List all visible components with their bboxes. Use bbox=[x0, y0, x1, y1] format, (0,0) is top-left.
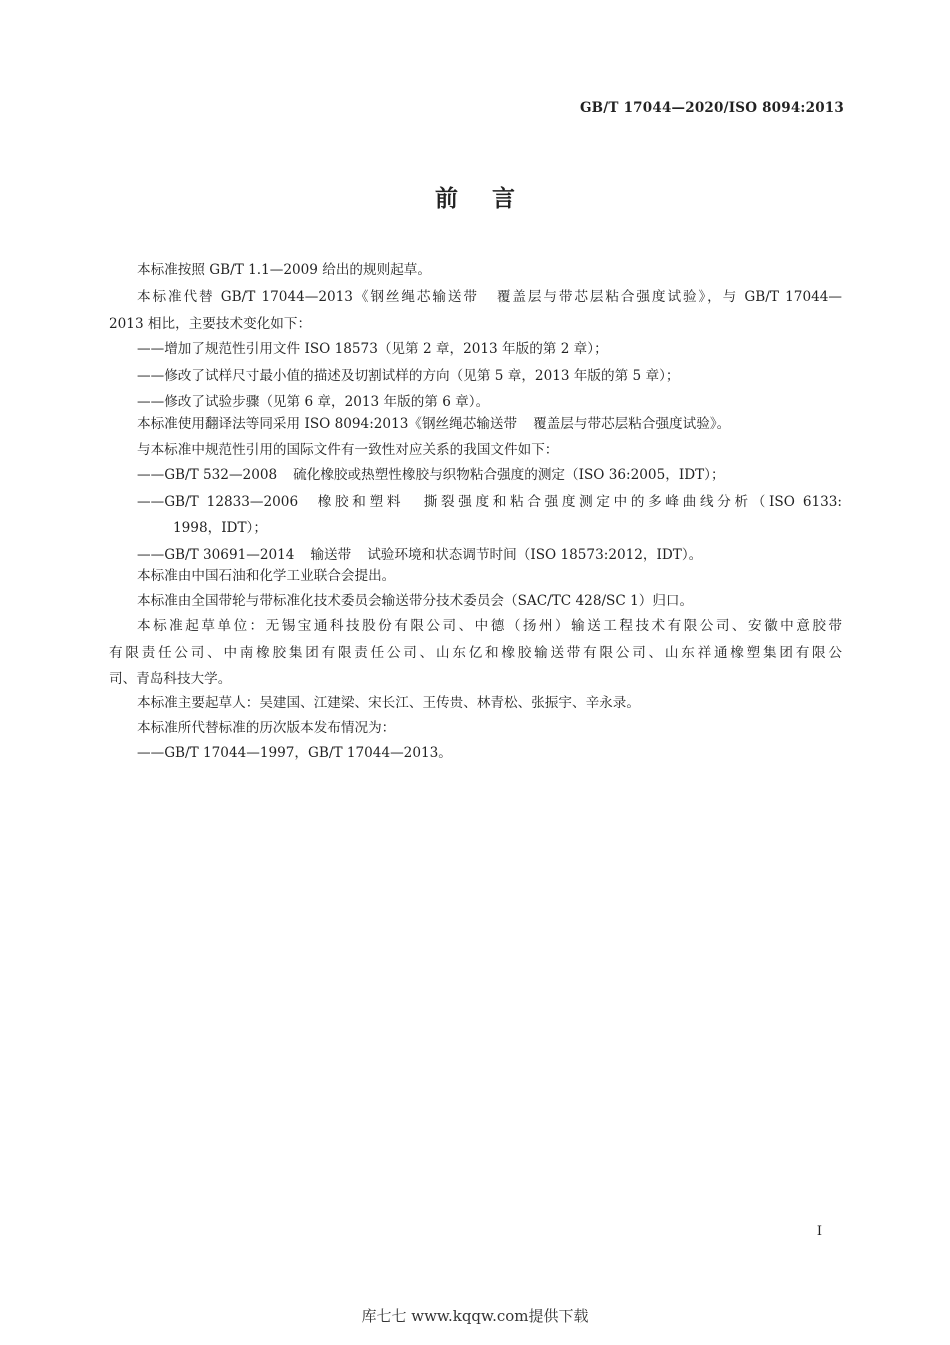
list-item: ——增加了规范性引用文件 ISO 18573（见第 2 章，2013 年版的第 2 章）； bbox=[137, 341, 608, 357]
list-item-continuation: 1998，IDT）； bbox=[173, 520, 267, 537]
text-segment: 橡胶和塑料 bbox=[314, 493, 405, 510]
list-item: ——修改了试验步骤（见第 6 章，2013 年版的第 6 章）。 bbox=[137, 394, 490, 411]
list-item bbox=[137, 462, 842, 489]
paragraph-correspondence bbox=[109, 437, 842, 464]
paragraph-drafting-units bbox=[109, 613, 842, 693]
text-line bbox=[109, 411, 842, 438]
paragraph-adoption bbox=[109, 411, 842, 438]
text-segment: ——GB/T 12833—2006 bbox=[137, 493, 299, 510]
text-segment: ——GB/T 532—2008 bbox=[137, 467, 278, 483]
list-item bbox=[137, 489, 842, 516]
paragraph-drafting-rules bbox=[109, 257, 842, 284]
text-segment: 覆盖层与带芯层粘合强度试验》。 bbox=[533, 416, 731, 432]
history-list bbox=[109, 740, 842, 767]
text-line: 本标准由全国带轮与带标准化技术委员会输送带分技术委员会（SAC/TC 428/SC 1）归口。 bbox=[137, 593, 694, 609]
reference-list bbox=[109, 462, 842, 568]
text-line: 有限责任公司、中南橡胶集团有限责任公司、山东亿和橡胶输送带有限公司、山东祥通橡塑集团有限公 bbox=[109, 644, 842, 661]
paragraph-replacement bbox=[109, 284, 842, 337]
document-code: GB/T 17044—2020/ISO 8094:2013 bbox=[579, 100, 844, 116]
text-segment: 覆盖层与带芯层粘合强度试验》，与 GB/T 17044— bbox=[494, 289, 842, 305]
text-line: 本标准按照 GB/T 1.1—2009 给出的规则起草。 bbox=[137, 262, 431, 278]
text-segment: 输送带 bbox=[310, 546, 352, 563]
paragraph-proposer bbox=[109, 563, 842, 590]
text-segment: 试验环境和状态调节时间（ISO 18573:2012，IDT）。 bbox=[367, 546, 703, 563]
paragraph-history bbox=[109, 715, 842, 742]
text-segment: ——GB/T 30691—2014 bbox=[137, 546, 295, 563]
text-line: 2013 相比，主要技术变化如下： bbox=[109, 315, 312, 332]
page-title: 前言 bbox=[435, 185, 549, 212]
text-line bbox=[109, 284, 842, 311]
list-item: ——GB/T 17044—1997，GB/T 17044—2013。 bbox=[137, 745, 452, 761]
text-line: 本标准起草单位：无锡宝通科技股份有限公司、中德（扬州）输送工程技术有限公司、安徽中意胶带 bbox=[137, 618, 842, 634]
paragraph-drafters bbox=[109, 690, 842, 717]
text-line: 本标准主要起草人：吴建国、江建梁、宋长江、王传贵、林青松、张振宇、辛永录。 bbox=[137, 695, 640, 711]
text-segment: 本标准代替 GB/T 17044—2013《钢丝绳芯输送带 bbox=[137, 289, 479, 305]
text-segment: 撕裂强度和粘合强度测定中的多峰曲线分析（ISO 6133: bbox=[420, 493, 842, 510]
list-item: ——修改了试样尺寸最小值的描述及切割试样的方向（见第 5 章，2013 年版的第 5 章）； bbox=[137, 367, 680, 384]
text-line: 与本标准中规范性引用的国际文件有一致性对应关系的我国文件如下： bbox=[137, 442, 559, 458]
text-line: 司、青岛科技大学。 bbox=[109, 671, 232, 688]
text-segment: 本标准使用翻译法等同采用 ISO 8094:2013《钢丝绳芯输送带 bbox=[137, 416, 518, 432]
text-line: 本标准由中国石油和化学工业联合会提出。 bbox=[137, 568, 396, 584]
change-list bbox=[109, 336, 842, 416]
download-footer: 库七七 www.kqqw.com提供下载 bbox=[361, 1307, 589, 1325]
text-segment: 硫化橡胶或热塑性橡胶与织物粘合强度的测定（ISO 36:2005，IDT）； bbox=[293, 467, 725, 483]
paragraph-centralized bbox=[109, 588, 842, 615]
text-line: 本标准所代替标准的历次版本发布情况为： bbox=[137, 720, 396, 736]
page-number: I bbox=[816, 1224, 822, 1239]
